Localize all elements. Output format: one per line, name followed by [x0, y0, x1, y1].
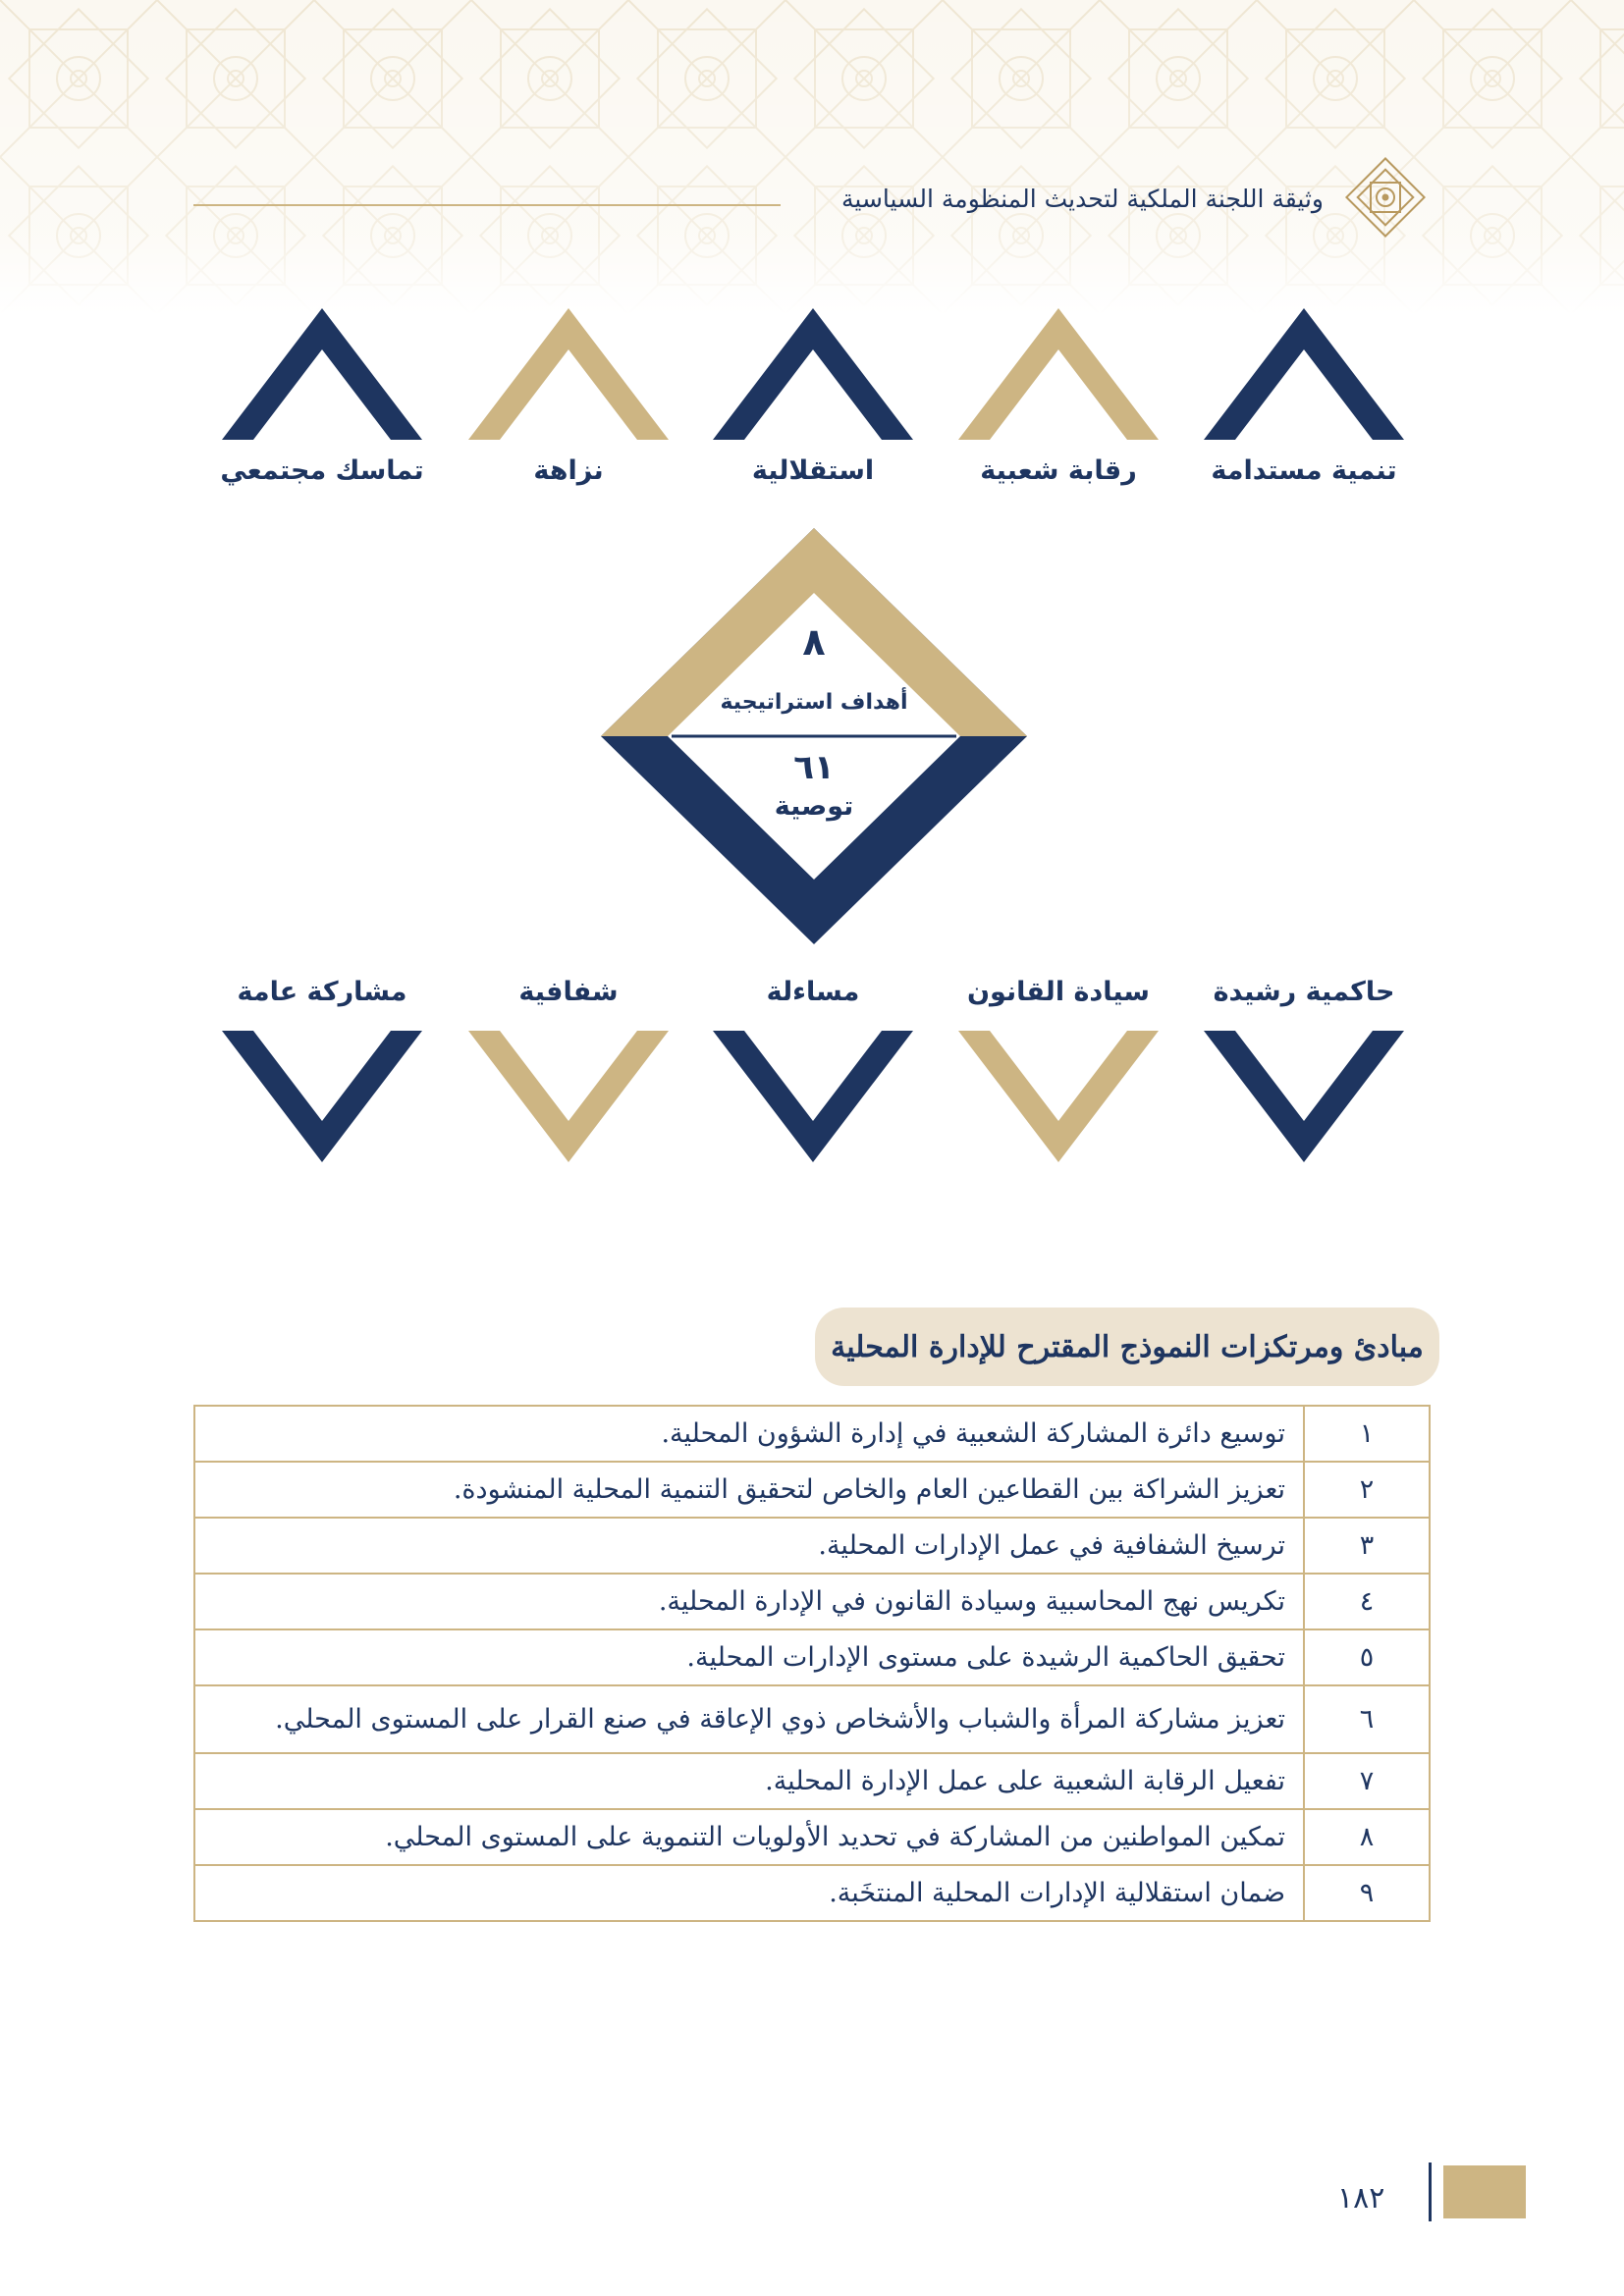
row-number: ٣ [1304, 1518, 1430, 1574]
row-text: تحقيق الحاكمية الرشيدة على مستوى الإدارات المحلية. [194, 1629, 1304, 1685]
footer-divider [1429, 2163, 1432, 2221]
pillar-label: حاكمية رشيدة [1213, 977, 1395, 1007]
header-divider [193, 204, 781, 206]
pillar-label: تنمية مستدامة [1211, 455, 1397, 486]
chevron-up-icon [713, 308, 913, 446]
goals-count: ٨ [802, 620, 826, 664]
principles-table [193, 1405, 1431, 1922]
pillar-label: شفافية [518, 977, 619, 1007]
pillar-label: مشاركة عامة [237, 977, 407, 1007]
row-text: ترسيخ الشفافية في عمل الإدارات المحلية. [194, 1518, 1304, 1574]
pillar-label: مساءلة [766, 977, 860, 1007]
table-row [194, 1462, 1430, 1518]
chevron-down-icon [713, 1031, 913, 1168]
row-number: ٢ [1304, 1462, 1430, 1518]
center-diamond [601, 528, 1027, 944]
chevron-up-icon [468, 308, 669, 446]
table-row [194, 1685, 1430, 1753]
row-text: تفعيل الرقابة الشعبية على عمل الإدارة المحلية. [194, 1753, 1304, 1809]
row-number: ٥ [1304, 1629, 1430, 1685]
table-row [194, 1809, 1430, 1865]
chevron-down-icon [222, 1031, 422, 1168]
header-emblem-icon [1345, 157, 1426, 238]
document-title: وثيقة اللجنة الملكية لتحديث المنظومة السياسية [841, 185, 1324, 213]
row-number: ٦ [1304, 1685, 1430, 1753]
row-number: ٤ [1304, 1574, 1430, 1629]
table-row [194, 1518, 1430, 1574]
chevron-up-icon [1204, 308, 1404, 446]
pillar-label: استقلالية [751, 455, 875, 486]
table-row [194, 1753, 1430, 1809]
row-text: تعزيز مشاركة المرأة والشباب والأشخاص ذوي الإعاقة في صنع القرار على المستوى المحلي. [194, 1685, 1304, 1753]
chevron-down-icon [1204, 1031, 1404, 1168]
row-text: تمكين المواطنين من المشاركة في تحديد الأولويات التنموية على المستوى المحلي. [194, 1809, 1304, 1865]
goals-label: أهداف استراتيجية [720, 690, 908, 715]
recommendations-count: ٦١ [793, 748, 835, 787]
table-row [194, 1865, 1430, 1921]
row-number: ٨ [1304, 1809, 1430, 1865]
chevron-down-icon [468, 1031, 669, 1168]
chevron-up-icon [222, 308, 422, 446]
pillar-label: سيادة القانون [967, 977, 1150, 1007]
footer-accent-block [1443, 2165, 1526, 2218]
row-number: ٧ [1304, 1753, 1430, 1809]
pillar-label: نزاهة [533, 455, 604, 486]
chevron-up-icon [958, 308, 1159, 446]
row-number: ١ [1304, 1406, 1430, 1462]
section-heading [815, 1308, 1439, 1386]
pillar-label: تماسك مجتمعي [220, 455, 424, 486]
row-number: ٩ [1304, 1865, 1430, 1921]
row-text: تعزيز الشراكة بين القطاعين العام والخاص لتحقيق التنمية المحلية المنشودة. [194, 1462, 1304, 1518]
pillar-label: رقابة شعبية [980, 455, 1137, 486]
row-text: توسيع دائرة المشاركة الشعبية في إدارة الشؤون المحلية. [194, 1406, 1304, 1462]
row-text: ضمان استقلالية الإدارات المحلية المنتخَبة. [194, 1865, 1304, 1921]
table-row [194, 1574, 1430, 1629]
section-title: مبادئ ومرتكزات النموذج المقترح للإدارة المحلية [831, 1329, 1424, 1364]
page-number: ١٨٢ [1337, 2181, 1385, 2216]
table-row [194, 1629, 1430, 1685]
recommendations-label: توصية [774, 791, 854, 822]
chevron-down-icon [958, 1031, 1159, 1168]
table-row [194, 1406, 1430, 1462]
row-text: تكريس نهج المحاسبية وسيادة القانون في الإدارة المحلية. [194, 1574, 1304, 1629]
